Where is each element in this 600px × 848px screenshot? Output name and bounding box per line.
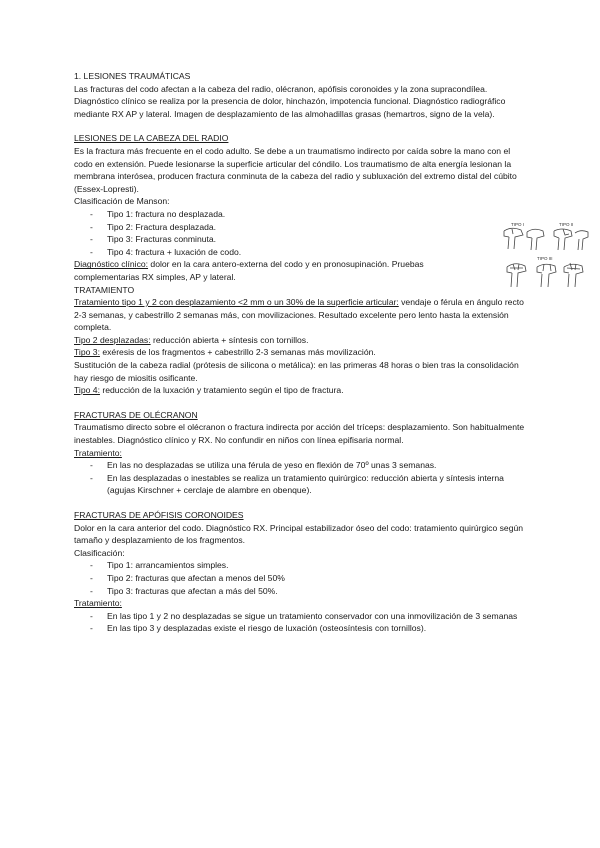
olecranon-section-title: FRACTURAS DE OLÉCRANON	[74, 409, 198, 420]
radial-head-substitution: Sustitución de la cabeza radial (prótesis de silicona o metálica): en las primeras 48 horas o bien tras la consolidación hay riesgo de miositis osificante.	[74, 360, 519, 383]
main-heading: 1. LESIONES TRAUMÁTICAS	[74, 71, 191, 81]
coronoides-treatment-list	[74, 610, 526, 635]
mason-classification-figure	[499, 217, 590, 291]
treatment-type12-text: vendaje o férula en ángulo recto 2-3 semanas, y cabestrillo 2 semanas más, con movilizaciones. Resultado excelente pero lento hasta la extensión completa.	[74, 297, 524, 333]
olecranon-description: Traumatismo directo sobre el olécranon o fractura indirecta por acción del tríceps: desplazamiento. Son habitualmente inestables. Diagnóstico clínico y RX. No confundir en niños con línea epifisaria normal.	[74, 422, 525, 446]
radio-classification-label: Clasificación de Manson:	[74, 196, 170, 207]
list-item: - Tipo 2: Fractura desplazada.	[74, 221, 526, 234]
treatment-type3-label: Tipo 3:	[74, 347, 100, 358]
coronoides-description: Dolor en la cara anterior del codo. Diagnóstico RX. Principal estabilizador óseo del codo: tratamiento quirúrgico según tamaño y desplazamiento de los fragmentos.	[74, 522, 524, 546]
radio-section-title: LESIONES DE LA CABEZA DEL RADIO	[74, 133, 229, 144]
coronoides-treatment-label: Tratamiento:	[74, 598, 122, 609]
radio-diagnosis	[74, 258, 484, 283]
treatment-type2-label: Tipo 2 desplazadas:	[74, 334, 151, 345]
treatment-type3-text: exéresis de los fragmentos + cabestrillo 2-3 semanas más movilización.	[99, 347, 376, 358]
coronoides-section-title: FRACTURAS DE APÓFISIS CORONOIDES	[74, 510, 244, 520]
treatment-heading: TRATAMIENTO	[74, 284, 135, 295]
treatment-type2	[74, 334, 526, 347]
coronoides-type-list	[74, 559, 526, 597]
olecranon-treatment-label: Tratamiento:	[74, 447, 122, 458]
figure-label-tipo-1: TIPO I	[511, 222, 525, 227]
list-item: - En las no desplazadas se utiliza una férula de yeso en flexión de 70º unas 3 semanas.	[74, 459, 526, 472]
list-item: - Tipo 3: Fracturas conminuta.	[74, 233, 526, 246]
diagnosis-label: Diagnóstico clínico:	[74, 259, 149, 270]
treatment-type2-text: reducción abierta + síntesis con tornillos.	[150, 334, 309, 345]
olecranon-treatment-list	[74, 459, 526, 497]
list-item: - Tipo 1: arrancamientos simples.	[74, 559, 526, 572]
treatment-type4	[74, 384, 526, 397]
treatment-type3	[74, 346, 526, 359]
treatment-type12	[74, 296, 526, 334]
diagnosis-text: dolor en la cara antero-externa del codo y en pronosupinación. Pruebas complementarias RX simples, AP y lateral.	[74, 259, 424, 282]
document-body	[74, 70, 526, 635]
coronoides-classification-label: Clasificación:	[74, 547, 125, 558]
list-item: - Tipo 2: fracturas que afectan a menos del 50%	[74, 572, 526, 585]
intro-paragraph: Las fracturas del codo afectan a la cabeza del radio, olécranon, apófisis coronoides y la zona supracondílea. Diagnóstico clínico se realiza por la presencia de dolor, hinchazón, impotencia funcional. Diagnóstico radiográfico mediante RX AP y lateral. Imagen de desplazamiento de las almohadillas grasas (hemartros, signo de la vela).	[74, 83, 506, 119]
list-item: - En las tipo 1 y 2 no desplazadas se sigue un tratamiento conservador con una inmovilización de 3 semanas	[74, 610, 526, 623]
list-item: - En las tipo 3 y desplazadas existe el riesgo de luxación (osteosíntesis con tornillos).	[74, 622, 526, 635]
treatment-type4-text: reducción de la luxación y tratamiento según el tipo de fractura.	[99, 385, 344, 396]
list-item: - Tipo 4: fractura + luxación de codo.	[74, 246, 526, 259]
treatment-type12-label: Tratamiento tipo 1 y 2 con desplazamiento <2 mm o un 30% de la superficie articular:	[74, 297, 399, 308]
treatment-type4-label: Tipo 4:	[74, 385, 100, 396]
mason-classification-drawing	[499, 217, 590, 291]
list-item: - Tipo 3: fracturas que afectan a más del 50%.	[74, 585, 526, 598]
list-item: - En las desplazadas o inestables se realiza un tratamiento quirúrgico: reducción abierta y síntesis interna (agujas Kirschner + cerclaje de alambre en obenque).	[74, 472, 526, 497]
figure-label-tipo-3: TIPO III	[537, 256, 553, 261]
list-item: - Tipo 1: fractura no desplazada.	[74, 208, 526, 221]
radio-description: Es la fractura más frecuente en el codo adulto. Se debe a un traumatismo indirecto por caída sobre la mano con el codo en extensión. Puede lesionarse la superficie articular del cóndilo. Los traumatismo de alta energía lesionan la membrana interósea, producen fractura conminuta de la cabeza del radio y subluxación del extremo distal del cúbito (Essex-Lopresti).	[74, 145, 517, 194]
figure-label-tipo-2: TIPO II	[559, 222, 574, 227]
radio-type-list	[74, 208, 526, 258]
